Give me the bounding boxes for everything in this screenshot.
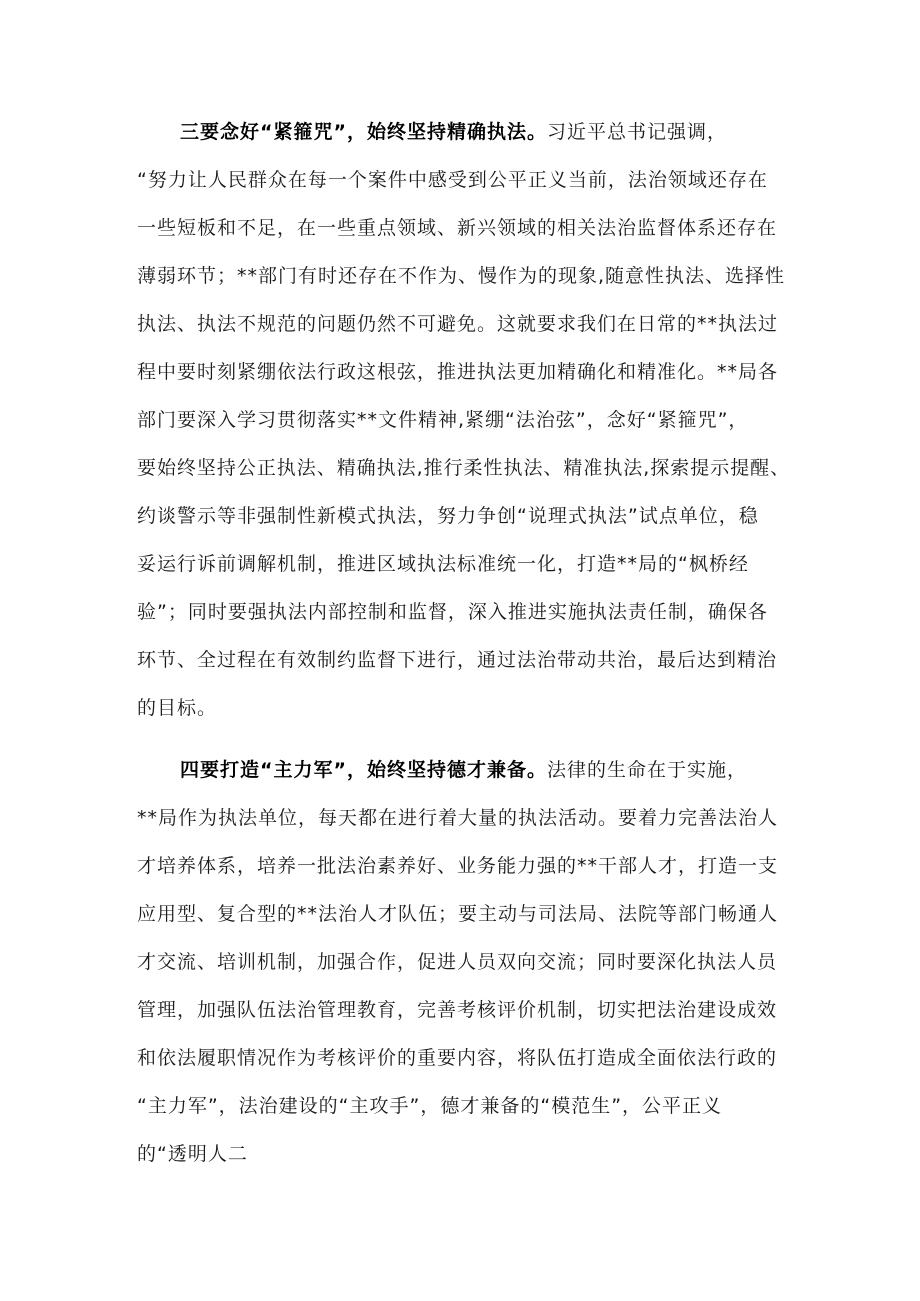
paragraph-3-line: 约谈警示等非强制性新模式执法，努力争创“说理式执法”试点单位，稳: [137, 505, 759, 527]
paragraph-3-line: 验”；同时要强执法内部控制和监督，深入推进实施执法责任制，确保各: [137, 601, 768, 623]
paragraph-3-line: 薄弱环节；**部门有时还存在不作为、慢作为的现象,随意性执法、选择性: [137, 265, 786, 287]
paragraph-4-line: 管理，加强队伍法治管理教育，完善考核评价机制，切实把法治建设成效: [137, 999, 778, 1021]
paragraph-4-line: 和依法履职情况作为考核评价的重要内容，将队伍打造成全面依法行政的: [137, 1047, 778, 1069]
paragraph-4-line: 的“透明人二: [137, 1143, 248, 1165]
paragraph-3-first-line: [180, 113, 727, 151]
paragraph-4-line: 才交流、培训机制，加强合作，促进人员双向交流；同时要深化执法人员: [137, 951, 778, 973]
paragraph-4-line: 才培养体系，培养一批法治素养好、业务能力强的**干部人才，打造一支: [137, 855, 779, 877]
paragraph-3-line: 环节、全过程在有效制约监督下进行，通过法治带动共治，最后达到精治: [137, 649, 778, 671]
paragraph-4-first-line: [180, 751, 747, 789]
paragraph-4-heading: 四要打造“主力军”，始终坚持德才兼备。: [180, 759, 547, 781]
paragraph-3-line: 要始终坚持公正执法、精确执法,推行柔性执法、精准执法,探索提示提醒、: [137, 457, 791, 479]
paragraph-3-line: 执法、执法不规范的问题仍然不可避免。这就要求我们在日常的**执法过: [137, 313, 779, 335]
paragraph-4-lead: 法律的生命在于实施，: [546, 759, 747, 781]
paragraph-3-line: 程中要时刻紧绷依法行政这根弦，推进执法更加精确化和精准化。**局各: [137, 361, 779, 383]
paragraph-4-line: “主力军”，法治建设的“主攻手”，德才兼备的“模范生”，公平正义: [137, 1095, 723, 1117]
paragraph-4-line: 应用型、复合型的**法治人才队伍；要主动与司法局、法院等部门畅通人: [137, 903, 779, 925]
paragraph-3-line: “努力让人民群众在每一个案件中感受到公平正义当前，法治领域还存在: [137, 169, 768, 191]
paragraph-3-heading: 三要念好“紧箍咒”，始终坚持精确执法。: [180, 121, 547, 143]
paragraph-3-line: 妥运行诉前调解机制，推进区域执法标准统一化，打造**局的“枫桥经: [137, 553, 749, 575]
paragraph-3-line: 一些短板和不足，在一些重点领域、新兴领域的相关法治监督体系还存在: [137, 217, 778, 239]
paragraph-4-line: **局作为执法单位，每天都在进行着大量的执法活动。要着力完善法治人: [137, 807, 779, 829]
paragraph-3-lead: 习近平总书记强调，: [546, 121, 727, 143]
paragraph-3-line: 部门要深入学习贯彻落实**文件精神,紧绷“法治弦”，念好“紧箍咒”，: [137, 409, 749, 431]
paragraph-3-line: 的目标。: [137, 697, 218, 719]
